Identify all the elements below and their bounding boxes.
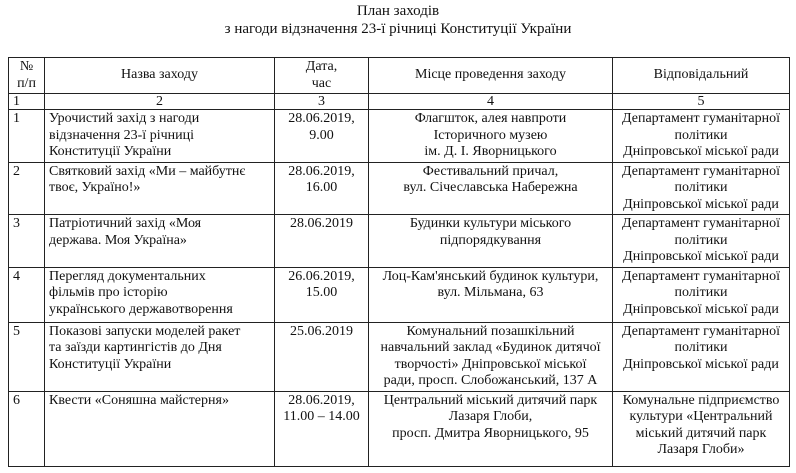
table-row [9,110,790,163]
event-responsible: Комунальне підприємство культури «Центральний міський дитячий парк Лазаря Глоби» [613,391,790,466]
table-row [9,391,790,466]
column-number: 3 [275,94,369,110]
event-responsible: Департамент гуманітарної політики Дніпровської міської ради [613,162,790,215]
event-name: Перегляд документальних фільмів про історію українського державотворення [45,267,275,322]
header-event-name: Назва заходу [45,58,275,94]
row-number: 1 [9,110,45,163]
row-number: 3 [9,215,45,268]
document-title [0,2,796,38]
event-venue: Центральний міський дитячий парк Лазаря Глоби, просп. Дмитра Яворницького, 95 [369,391,613,466]
event-venue: Будинки культури міського підпорядкування [369,215,613,268]
event-date: 28.06.2019 [275,215,369,268]
column-number-row [9,94,790,110]
header-number: № п/п [9,58,45,94]
column-number: 4 [369,94,613,110]
event-venue: Фестивальний причал, вул. Січеславська Набережна [369,162,613,215]
event-date: 28.06.2019, 11.00 – 14.00 [275,391,369,466]
event-responsible: Департамент гуманітарної політики Дніпровської міської ради [613,322,790,391]
event-date: 26.06.2019, 15.00 [275,267,369,322]
table-row [9,267,790,322]
header-date-time: Дата, час [275,58,369,94]
event-date: 25.06.2019 [275,322,369,391]
event-responsible: Департамент гуманітарної політики Дніпровської міської ради [613,215,790,268]
event-date: 28.06.2019, 16.00 [275,162,369,215]
header-row [9,58,790,94]
header-responsible: Відповідальний [613,58,790,94]
event-venue: Флагшток, алея навпроти Історичного музею ім. Д. І. Яворницького [369,110,613,163]
event-responsible: Департамент гуманітарної політики Дніпровської міської ради [613,267,790,322]
row-number: 2 [9,162,45,215]
event-date: 28.06.2019, 9.00 [275,110,369,163]
table-row [9,322,790,391]
events-table [8,57,790,467]
event-venue: Лоц-Кам'янський будинок культури, вул. Мільмана, 63 [369,267,613,322]
column-number: 1 [9,94,45,110]
event-name: Квести «Соняшна майстерня» [45,391,275,466]
row-number: 5 [9,322,45,391]
title-line-1: План заходів [356,3,440,19]
event-name: Урочистий захід з нагоди відзначення 23-ї річниці Конституції України [45,110,275,163]
row-number: 4 [9,267,45,322]
row-number: 6 [9,391,45,466]
event-name: Показові запуски моделей ракет та заїзди картингістів до Дня Конституції України [45,322,275,391]
column-number: 2 [45,94,275,110]
table-row [9,162,790,215]
event-name: Святковий захід «Ми – майбутнє твоє, Україно!» [45,162,275,215]
event-name: Патріотичний захід «Моя держава. Моя Україна» [45,215,275,268]
header-venue: Місце проведення заходу [369,58,613,94]
event-responsible: Департамент гуманітарної політики Дніпровської міської ради [613,110,790,163]
column-number: 5 [613,94,790,110]
table-row [9,215,790,268]
event-venue: Комунальний позашкільний навчальний заклад «Будинок дитячої творчості» Дніпровської міської ради, просп. Слобожанський, 137 А [369,322,613,391]
title-line-2: з нагоди відзначення 23-ї річниці Конституції України [224,21,572,37]
